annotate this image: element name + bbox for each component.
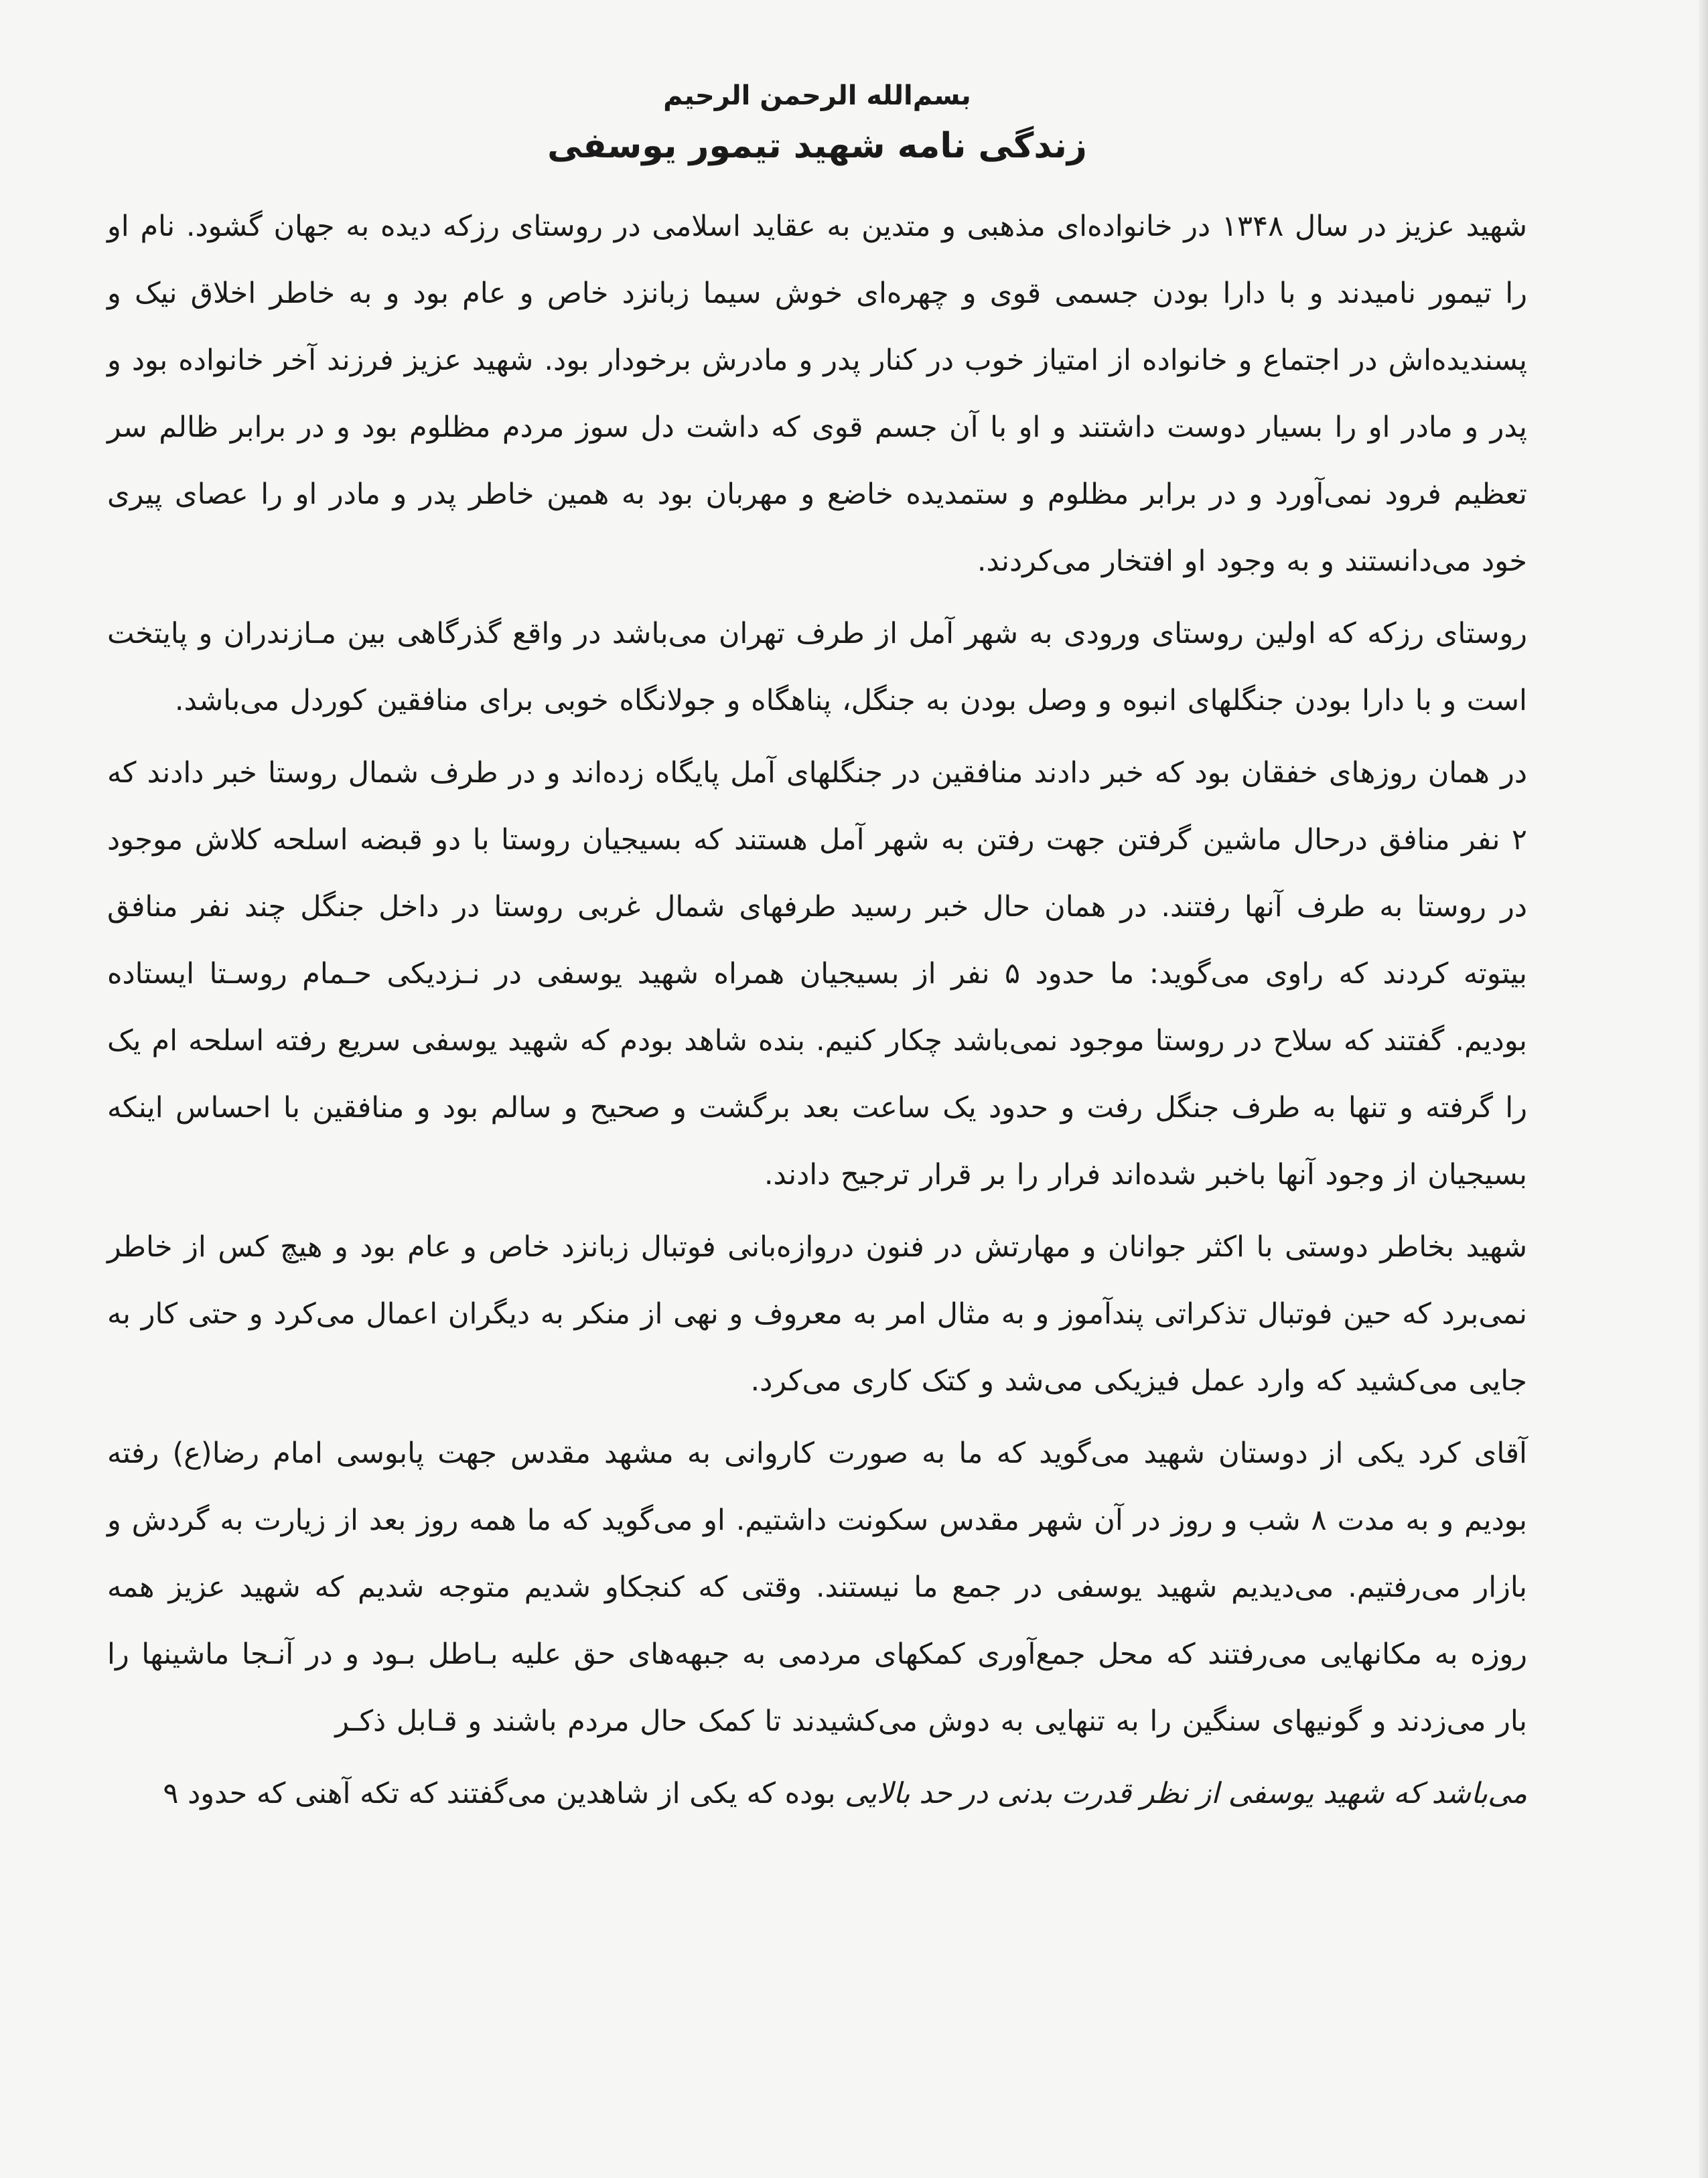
paragraph-4: شهید بخاطر دوستی با اکثر جوانان و مهارتش در فنون دروازه‌بانی فوتبال زبانزد خاص و عام بود و هیچ کس از خاطر نمی‌برد که حین فوتبال تذکراتی پندآموز و به مثال امر به معروف و نهی از منکر به دیگران اعمال می‌کرد و حتی کار به جایی می‌کشید که وارد عمل فیزیکی می‌شد و کتک کاری می‌کرد.: [107, 1230, 1527, 1398]
continued-line: [107, 1760, 1527, 1827]
paragraph-1: شهید عزیز در سال ۱۳۴۸ در خانواده‌ای مذهبی و متدین به عقاید اسلامی در روستای رزکه دیده به جهان گشود. نام او را تیمور نامیدند و با دارا بودن جسمی قوی و چهره‌ای خوش سیما زبانزد خاص و عام بود و به خاطر اخلاق نیک و پسندیده‌اش در اجتماع و خانواده از امتیاز خوب در کنار پدر و مادرش برخودار بود. شهید عزیز فرزند آخر خانواده بود و پدر و مادر او را بسیار دوست داشتند و او با آن جسم قوی که داشت دل سوز مردم مظلوم بود و در برابر ظالم سر تعظیم فرود نمی‌آورد و در برابر مظلوم و ستمدیده خاضع و مهربان بود به همین خاطر پدر و مادر او را عصای پیری خود می‌دانستند و به وجود او افتخار می‌کردند.: [107, 210, 1527, 578]
paragraph-3: در همان روزهای خفقان بود که خبر دادند منافقین در جنگلهای آمل پایگاه زده‌اند و در طرف شمال روستا خبر دادند که ۲ نفر منافق درحال ماشین گرفتن جهت رفتن به شهر آمل هستند که بسیجیان روستا با دو قبضه اسلحه کلاش موجود در روستا به طرف آنها رفتند. در همان حال خبر رسید طرفهای شمال غربی روستا در داخل جنگل چند نفر منافق بیتوته کردند که راوی می‌گوید: ما حدود ۵ نفر از بسیجیان همراه شهید یوسفی در نـزدیکی حـمام روسـتا ایستاده بودیم. گفتند که سلاح در روستا موجود نمی‌باشد چکار کنیم. بنده شاهد بودم که شهید یوسفی سریع رفته اسلحه ام یک را گرفته و تنها به طرف جنگل رفت و حدود یک ساعت بعد برگشت و صحیح و سالم بود و منافقین با احساس اینکه بسیجیان از وجود آنها باخبر شده‌اند فرار را بر قرار ترجیح دادند.: [107, 756, 1527, 1191]
page-title: زندگی نامه شهید تیمور یوسفی: [547, 126, 1087, 166]
continued-line-rest: بوده که یکی از شاهدین می‌گفتند که تکه آهنی که حدود ۹: [163, 1777, 836, 1810]
document-body: [107, 80, 1527, 1827]
paragraph-2: روستای رزکه که اولین روستای ورودی به شهر آمل از طرف تهران می‌باشد در واقع گذرگاهی بین مـازندران و پایتخت است و با دارا بودن جنگلهای انبوه و وصل بودن به جنگل، پناهگاه و جولانگاه خوبی برای منافقین کوردل می‌باشد.: [107, 617, 1527, 717]
page-edge-shadow: [1699, 0, 1708, 2178]
continued-line-italic: می‌باشد که شهید یوسفی از نظر قدرت بدنی در حد بالایی: [845, 1777, 1527, 1810]
paragraph-5: آقای کرد یکی از دوستان شهید می‌گوید که ما به صورت کاروانی به مشهد مقدس جهت پابوسی امام رضا(ع) رفته بودیم و به مدت ۸ شب و روز در آن شهر مقدس سکونت داشتیم. او می‌گوید که ما همه روز بعد از زیارت به گردش و بازار می‌رفتیم. می‌دیدیم شهید یوسفی در جمع ما نیستند. وقتی که کنجکاو شدیم متوجه شدیم که شهید عزیز همه روزه به مکانهایی می‌رفتند که محل جمع‌آوری کمکهای مردمی به جبهه‌های حق علیه بـاطل بـود و در آنـجا ماشینها را بار می‌زدند و گونیهای سنگین را به تنهایی به دوش می‌کشیدند تا کمک حال مردم باشند و قـابل ذکـر: [107, 1437, 1527, 1738]
basmala-heading: بسم‌الله الرحمن الرحیم: [663, 80, 971, 111]
